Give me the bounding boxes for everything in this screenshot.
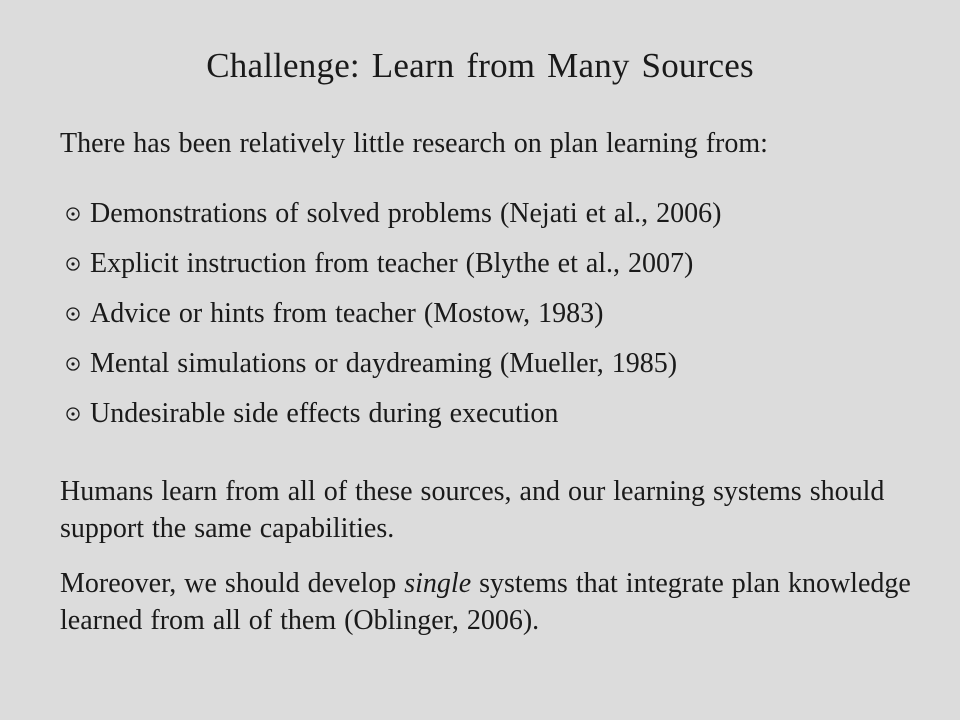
bullet-item <box>66 389 926 439</box>
circled-dot-icon <box>66 307 80 321</box>
circled-dot-icon <box>66 257 80 271</box>
paragraph-moreover-after: systems that integrate plan knowledge learned from all of them (Oblinger, 2006). <box>60 568 911 636</box>
circled-dot-icon <box>66 357 80 371</box>
bullet-item <box>66 339 926 389</box>
bullet-item <box>66 239 926 289</box>
paragraph-moreover <box>60 565 920 639</box>
bullet-item <box>66 289 926 339</box>
slide-title: Challenge: Learn from Many Sources <box>206 46 754 85</box>
paragraph-humans: Humans learn from all of these sources, and our learning systems should support the same capabilities. <box>60 476 885 544</box>
intro-text: There has been relatively little research on plan learning from: <box>60 128 768 159</box>
bullet-label: Undesirable side effects during execution <box>90 398 559 429</box>
bullet-label: Advice or hints from teacher (Mostow, 1983) <box>90 298 604 329</box>
circled-dot-icon <box>66 407 80 421</box>
emphasis-single: single <box>404 568 472 599</box>
paragraph-moreover-before: Moreover, we should develop <box>60 568 405 599</box>
bullet-list <box>66 189 926 439</box>
bullet-label: Mental simulations or daydreaming (Mueller, 1985) <box>90 348 678 379</box>
bullet-label: Demonstrations of solved problems (Nejati et al., 2006) <box>90 198 722 229</box>
bullet-item <box>66 189 926 239</box>
bullet-label: Explicit instruction from teacher (Blythe et al., 2007) <box>90 248 694 279</box>
circled-dot-icon <box>66 207 80 221</box>
